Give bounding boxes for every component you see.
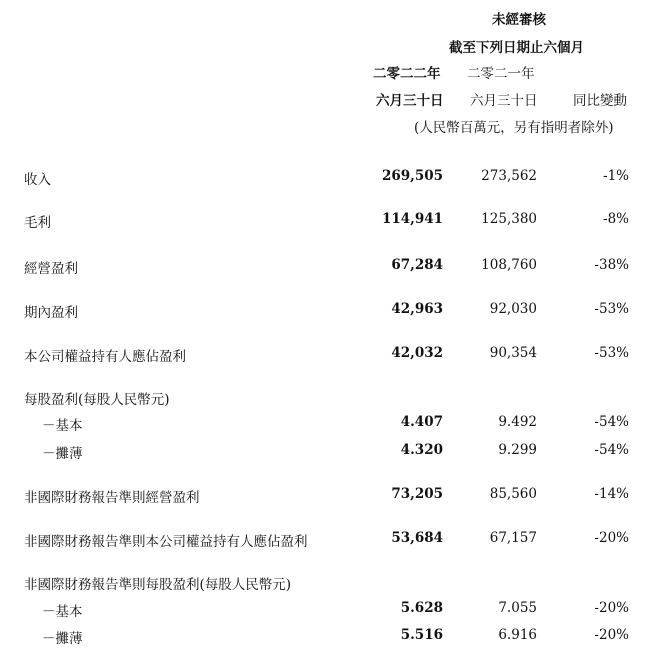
value-prior: 9.492 bbox=[498, 414, 537, 430]
header-year-prior: 二零二一年 bbox=[467, 66, 535, 82]
header-unit-note: (人民幣百萬元，另有指明者除外) bbox=[414, 120, 614, 136]
value-current: 5.516 bbox=[400, 627, 443, 643]
header-date-prior: 六月三十日 bbox=[470, 93, 538, 109]
value-current: 42,963 bbox=[391, 301, 443, 317]
value-current: 5.628 bbox=[400, 600, 443, 616]
row-label: 收入 bbox=[24, 172, 51, 188]
row-label: 經營盈利 bbox=[24, 261, 78, 277]
table-row-gross-profit bbox=[0, 211, 659, 231]
header-change: 同比變動 bbox=[573, 93, 627, 109]
table-row-eps-heading bbox=[0, 388, 659, 408]
value-prior: 125,380 bbox=[481, 211, 537, 227]
table-row-period-profit bbox=[0, 301, 659, 321]
row-label: －攤薄 bbox=[42, 446, 83, 462]
table-row-nonifrs-eps-diluted bbox=[0, 627, 659, 647]
value-current: 53,684 bbox=[391, 530, 443, 546]
value-change: -14% bbox=[594, 486, 629, 502]
value-change: -20% bbox=[594, 627, 629, 643]
header-year-current: 二零二二年 bbox=[373, 66, 441, 82]
table-row-nonifrs-eps-basic bbox=[0, 600, 659, 620]
row-label: 非國際財務報告準則經營盈利 bbox=[24, 490, 200, 506]
value-prior: 67,157 bbox=[489, 530, 537, 546]
row-label: 本公司權益持有人應佔盈利 bbox=[24, 349, 186, 365]
value-current: 42,032 bbox=[391, 345, 443, 361]
table-row-nonifrs-eps-heading bbox=[0, 573, 659, 593]
value-current: 67,284 bbox=[391, 257, 443, 273]
row-label: 每股盈利(每股人民幣元) bbox=[24, 392, 170, 408]
header-date-current: 六月三十日 bbox=[376, 93, 444, 109]
value-prior: 273,562 bbox=[481, 168, 537, 184]
table-row-eps-diluted bbox=[0, 442, 659, 462]
value-current: 269,505 bbox=[381, 168, 443, 184]
value-change: -20% bbox=[594, 600, 629, 616]
value-change: -20% bbox=[594, 530, 629, 546]
header-unaudited: 未經審核 bbox=[492, 12, 546, 28]
value-prior: 9.299 bbox=[498, 442, 537, 458]
value-change: -38% bbox=[594, 257, 629, 273]
value-change: -1% bbox=[603, 168, 629, 184]
row-label: 非國際財務報告準則每股盈利(每股人民幣元) bbox=[24, 577, 292, 593]
value-current: 73,205 bbox=[391, 486, 443, 502]
value-prior: 6.916 bbox=[498, 627, 537, 643]
value-change: -53% bbox=[594, 345, 629, 361]
value-current: 4.407 bbox=[400, 414, 443, 430]
value-change: -54% bbox=[594, 442, 629, 458]
value-change: -54% bbox=[594, 414, 629, 430]
table-row-eps-basic bbox=[0, 414, 659, 434]
value-change: -8% bbox=[603, 211, 629, 227]
value-current: 4.320 bbox=[400, 442, 443, 458]
table-row-nonifrs-attributable-profit bbox=[0, 530, 659, 550]
value-change: -53% bbox=[594, 301, 629, 317]
table-row-revenue bbox=[0, 168, 659, 188]
row-label: 期內盈利 bbox=[24, 305, 78, 321]
table-row-attributable-profit bbox=[0, 345, 659, 365]
row-label: －攤薄 bbox=[42, 631, 83, 647]
value-prior: 92,030 bbox=[489, 301, 537, 317]
value-prior: 108,760 bbox=[481, 257, 537, 273]
value-current: 114,941 bbox=[381, 211, 443, 227]
header-period: 截至下列日期止六個月 bbox=[449, 40, 584, 56]
table-row-nonifrs-operating-profit bbox=[0, 486, 659, 506]
row-label: 毛利 bbox=[24, 215, 51, 231]
value-prior: 7.055 bbox=[498, 600, 537, 616]
row-label: 非國際財務報告準則本公司權益持有人應佔盈利 bbox=[24, 534, 308, 550]
table-row-operating-profit bbox=[0, 257, 659, 277]
row-label: －基本 bbox=[42, 604, 83, 620]
value-prior: 85,560 bbox=[489, 486, 537, 502]
row-label: －基本 bbox=[42, 418, 83, 434]
value-prior: 90,354 bbox=[489, 345, 537, 361]
